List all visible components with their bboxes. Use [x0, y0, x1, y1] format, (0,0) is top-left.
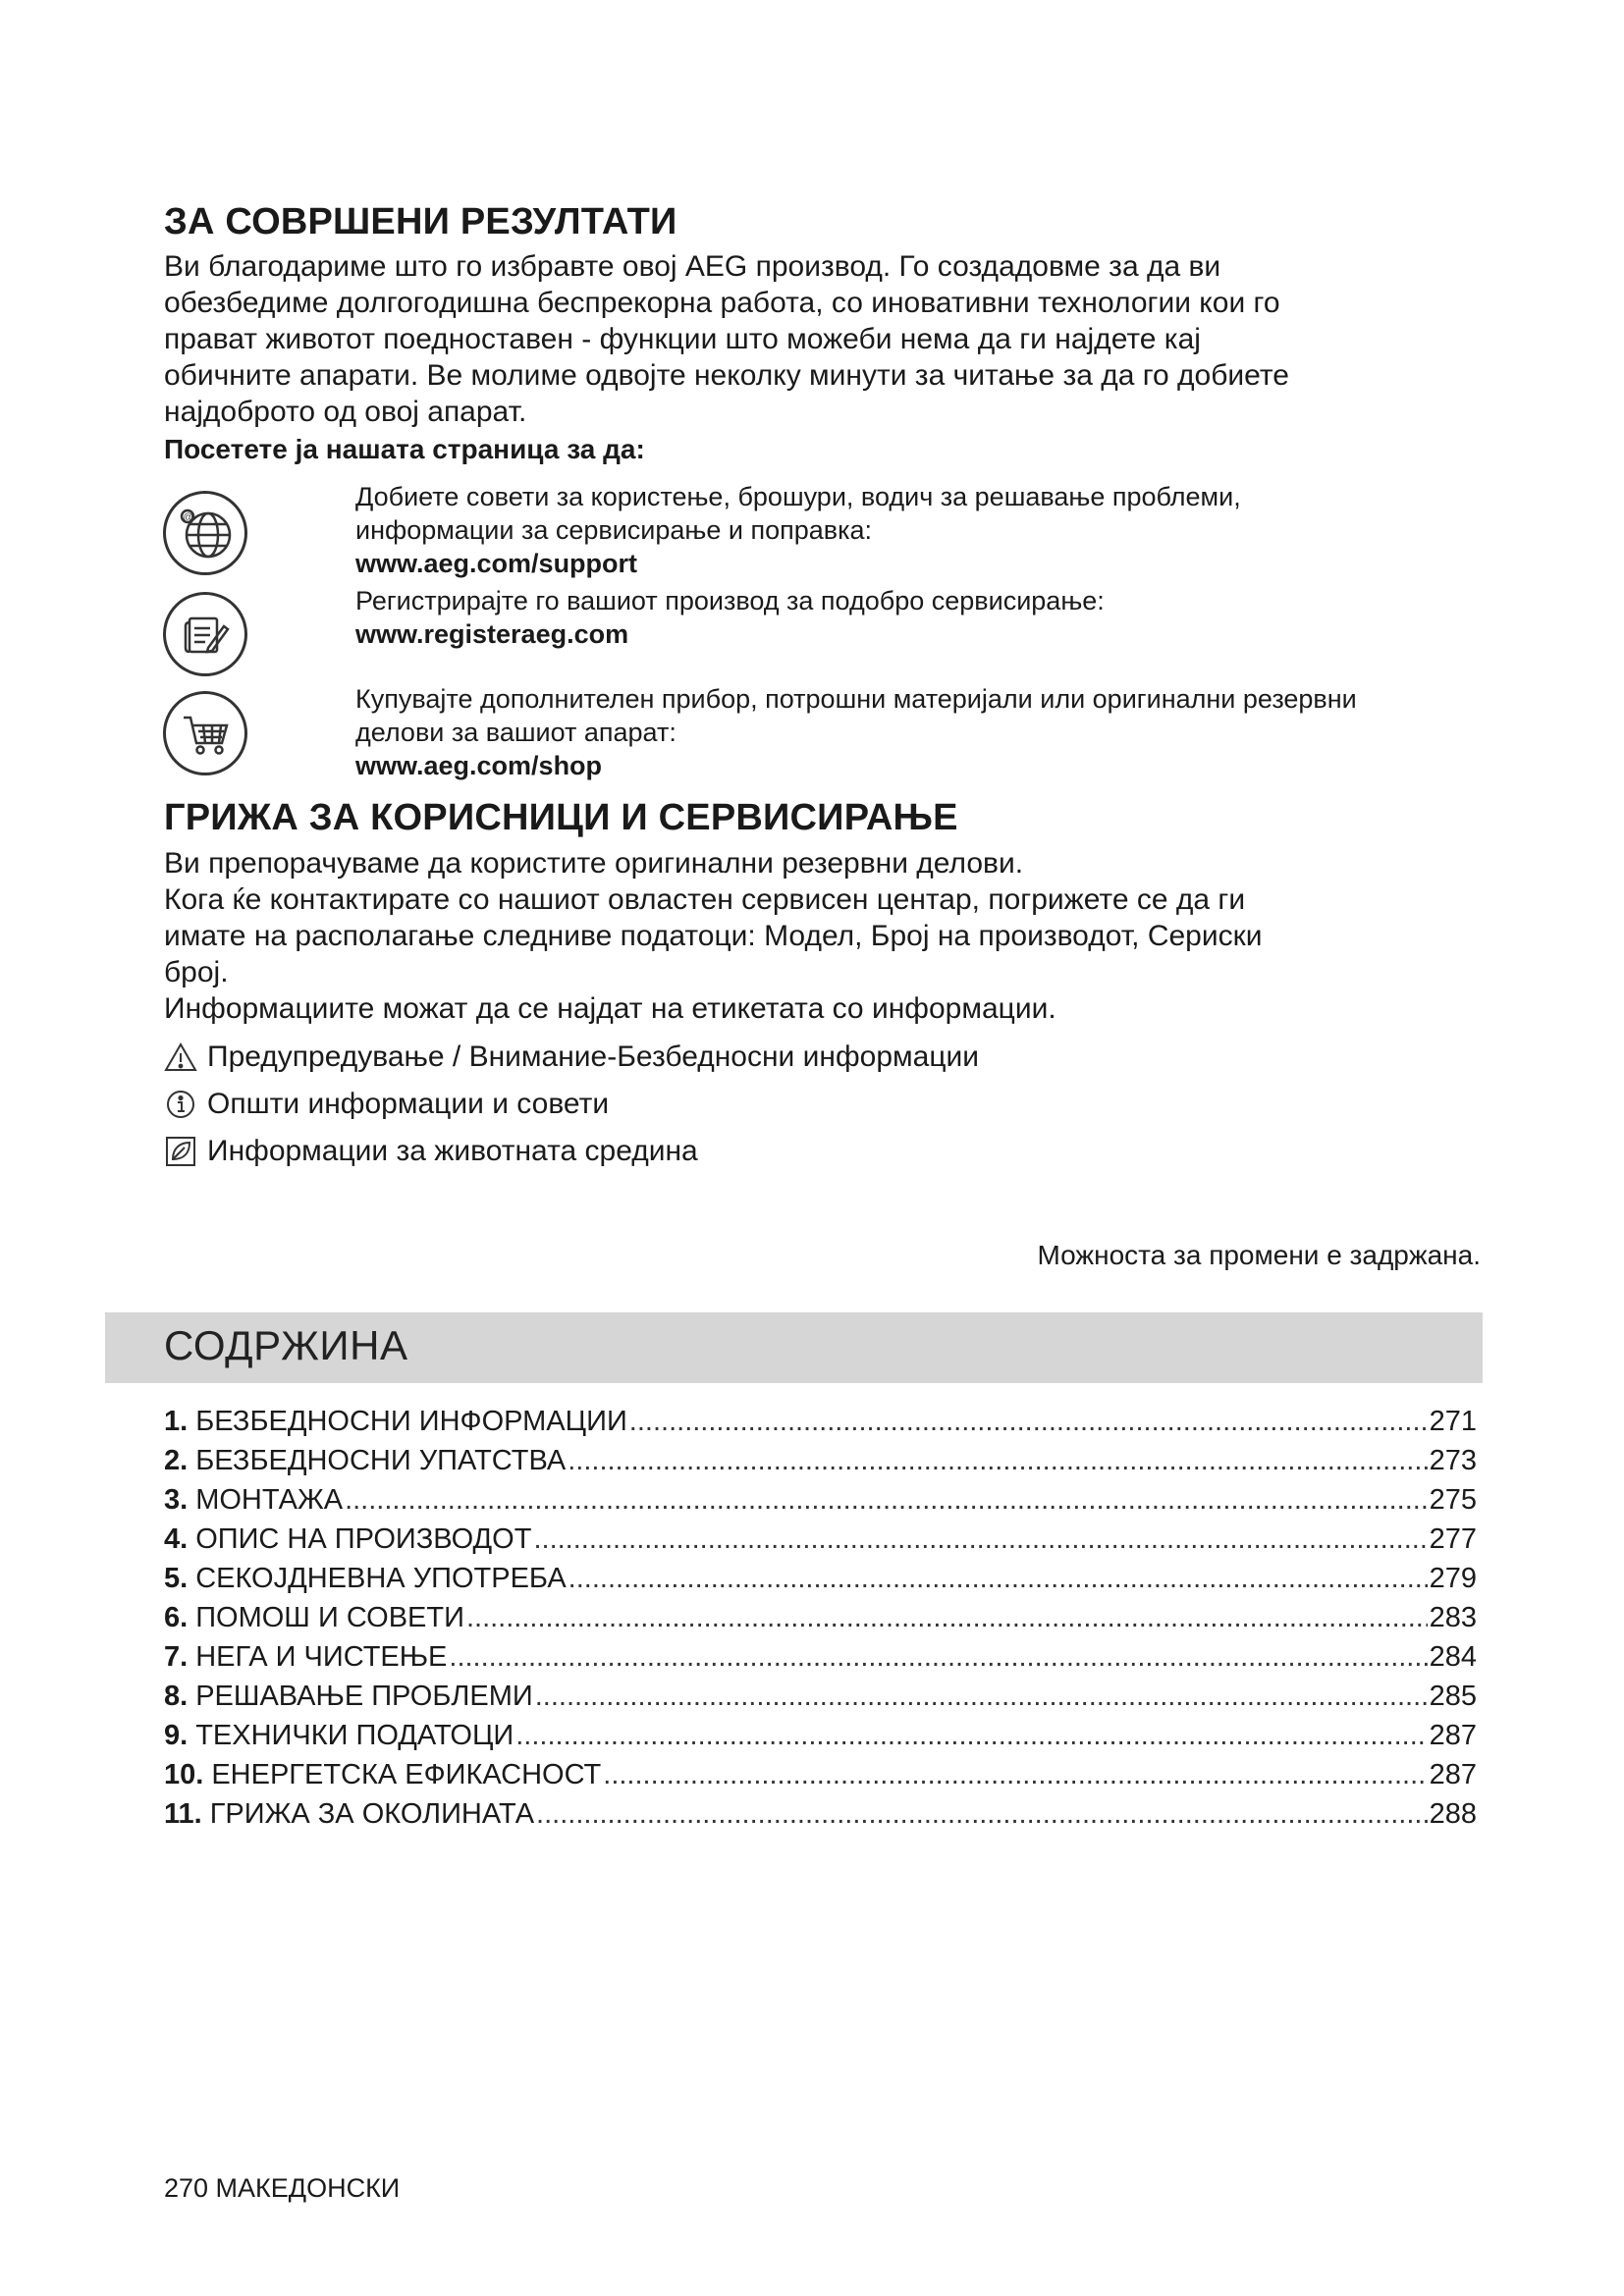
toc-item-label: БЕЗБЕДНОСНИ ИНФОРМАЦИИ: [195, 1406, 627, 1437]
toc-item-page: 284: [1429, 1641, 1477, 1673]
toc-leader-dots: [345, 1484, 1428, 1517]
legend-info: [164, 1086, 609, 1123]
link-description-line: Добиете совети за користење, брошури, водич за решавање проблеми,: [355, 482, 1241, 511]
toc-item-page: 277: [1429, 1523, 1477, 1555]
toc-item-page: 283: [1429, 1602, 1477, 1633]
change-notice: Можноста за промени е задржана.: [1037, 1240, 1481, 1270]
toc-item-label: ГРИЖА ЗА ОКОЛИНАТА: [209, 1798, 535, 1830]
toc-leader-dots: [449, 1641, 1427, 1674]
toc-item-page: 288: [1429, 1798, 1477, 1830]
link-description-line: делови за вашиот апарат:: [355, 718, 677, 747]
legend-text: Информации за животната средина: [207, 1135, 698, 1167]
toc-title: СОДРЖИНА: [164, 1322, 408, 1368]
intro-line: прават животот поедноставен - функции што можеби нема да ги најдете кај: [164, 323, 1201, 355]
toc-item[interactable]: [164, 1523, 1477, 1563]
toc-leader-dots: [568, 1563, 1428, 1595]
register-link[interactable]: www.registeraeg.com: [355, 619, 629, 649]
toc-item-label: ТЕХНИЧКИ ПОДАТОЦИ: [195, 1720, 514, 1751]
leaf-icon: [164, 1135, 197, 1168]
link-block-shop: [355, 682, 1485, 782]
link-description-line: Купувајте дополнителен прибор, потрошни материјали или оригинални резервни: [355, 684, 1357, 714]
toc-item-number: 8.: [164, 1681, 189, 1712]
toc-item-number: 1.: [164, 1406, 189, 1437]
care-line: број.: [164, 956, 229, 988]
toc-item[interactable]: [164, 1484, 1477, 1523]
intro-line: Ви благодариме што го избравте овој AEG производ. Го создадовме за да ви: [164, 250, 1221, 283]
toc-item-label: РЕШАВАЊЕ ПРОБЛЕМИ: [195, 1681, 533, 1712]
toc-leader-dots: [515, 1720, 1427, 1752]
toc-list: [164, 1406, 1477, 1838]
toc-leader-dots: [568, 1445, 1427, 1477]
link-block-register: [355, 584, 1485, 651]
toc-item-page: 287: [1429, 1720, 1477, 1751]
toc-leader-dots: [535, 1681, 1428, 1713]
toc-item-page: 273: [1429, 1445, 1477, 1476]
toc-item-page: 285: [1429, 1681, 1477, 1712]
customer-care-paragraph: [164, 845, 1480, 1027]
toc-item[interactable]: [164, 1445, 1477, 1484]
support-link[interactable]: www.aeg.com/support: [355, 549, 638, 578]
shop-link[interactable]: www.aeg.com/shop: [355, 751, 603, 780]
legend-text: Предупредување / Внимание-Безбедносни информации: [207, 1041, 980, 1073]
toc-item-label: ПОМОШ И СОВЕТИ: [195, 1602, 464, 1633]
toc-leader-dots: [466, 1602, 1428, 1634]
toc-item[interactable]: [164, 1641, 1477, 1681]
toc-item[interactable]: [164, 1406, 1477, 1445]
toc-item-page: 279: [1429, 1563, 1477, 1594]
toc-item-number: 2.: [164, 1445, 189, 1476]
register-icon: [163, 592, 247, 676]
toc-leader-dots: [536, 1798, 1428, 1831]
section-heading-results: ЗА СОВРШЕНИ РЕЗУЛТАТИ: [164, 201, 677, 242]
toc-header-bar: [105, 1312, 1483, 1383]
care-line: Ви препорачуваме да користите оригинални резервни делови.: [164, 847, 1024, 880]
toc-item[interactable]: [164, 1798, 1477, 1838]
section-heading-customer-care: ГРИЖА ЗА КОРИСНИЦИ И СЕРВИСИРАЊЕ: [164, 797, 958, 838]
toc-item-page: 271: [1429, 1406, 1477, 1437]
cart-icon: [163, 691, 247, 775]
care-line: Информациите можат да се најдат на етикетата со информации.: [164, 992, 1056, 1025]
svg-text:@: @: [183, 512, 193, 523]
legend-text: Општи информации и совети: [207, 1088, 610, 1120]
toc-item-label: ЕНЕРГЕТСКА ЕФИКАСНОСТ: [211, 1759, 602, 1790]
care-line: Кога ќе контактирате со нашиот овластен сервисен центар, погрижете се да ги: [164, 883, 1246, 916]
care-line: имате на располагање следниве податоци: Модел, Број на производот, Сериски: [164, 920, 1263, 952]
visit-label: Посетете ја нашата страница за да:: [164, 434, 645, 464]
toc-item-number: 11.: [164, 1798, 202, 1830]
link-description-line: Регистрирајте го вашиот производ за подобро сервисирање:: [355, 586, 1105, 615]
intro-line: обезбедиме долгогодишна беспрекорна работа, со иновативни технологии кои го: [164, 287, 1280, 319]
toc-item[interactable]: [164, 1720, 1477, 1759]
page-footer: 270 МАКЕДОНСКИ: [164, 2173, 401, 2203]
toc-item-label: НЕГА И ЧИСТЕЊЕ: [195, 1641, 448, 1673]
toc-item[interactable]: [164, 1759, 1477, 1798]
toc-item[interactable]: [164, 1563, 1477, 1602]
intro-line: обичните апарати. Ве молиме одвојте неколку минути за читање за да го добиете: [164, 359, 1289, 392]
toc-item-number: 9.: [164, 1720, 189, 1751]
toc-item-label: БЕЗБЕДНОСНИ УПАТСТВА: [195, 1445, 567, 1476]
toc-item-number: 5.: [164, 1563, 189, 1594]
globe-icon: [163, 491, 247, 575]
toc-item-page: 287: [1429, 1759, 1477, 1790]
toc-leader-dots: [629, 1406, 1428, 1438]
toc-item-label: СЕКОЈДНЕВНА УПОТРЕБА: [195, 1563, 567, 1594]
toc-item-label: МОНТАЖА: [195, 1484, 344, 1516]
intro-paragraph: [164, 248, 1480, 430]
toc-leader-dots: [533, 1523, 1427, 1556]
toc-item-number: 4.: [164, 1523, 189, 1555]
toc-item-label: ОПИС НА ПРОИЗВОДОТ: [195, 1523, 532, 1555]
toc-item[interactable]: [164, 1681, 1477, 1720]
toc-item-number: 6.: [164, 1602, 189, 1633]
warning-icon: [164, 1041, 197, 1074]
link-block-support: [355, 480, 1485, 580]
toc-leader-dots: [603, 1759, 1427, 1791]
info-icon: [164, 1088, 197, 1121]
legend-environment: [164, 1133, 698, 1170]
toc-item-page: 275: [1429, 1484, 1477, 1516]
toc-item[interactable]: [164, 1602, 1477, 1641]
toc-item-number: 3.: [164, 1484, 189, 1516]
intro-line: најдоброто од овој апарат.: [164, 396, 527, 428]
toc-item-number: 7.: [164, 1641, 189, 1673]
legend-warning: [164, 1039, 979, 1076]
link-description-line: информации за сервисирање и поправка:: [355, 515, 873, 545]
toc-item-number: 10.: [164, 1759, 204, 1790]
